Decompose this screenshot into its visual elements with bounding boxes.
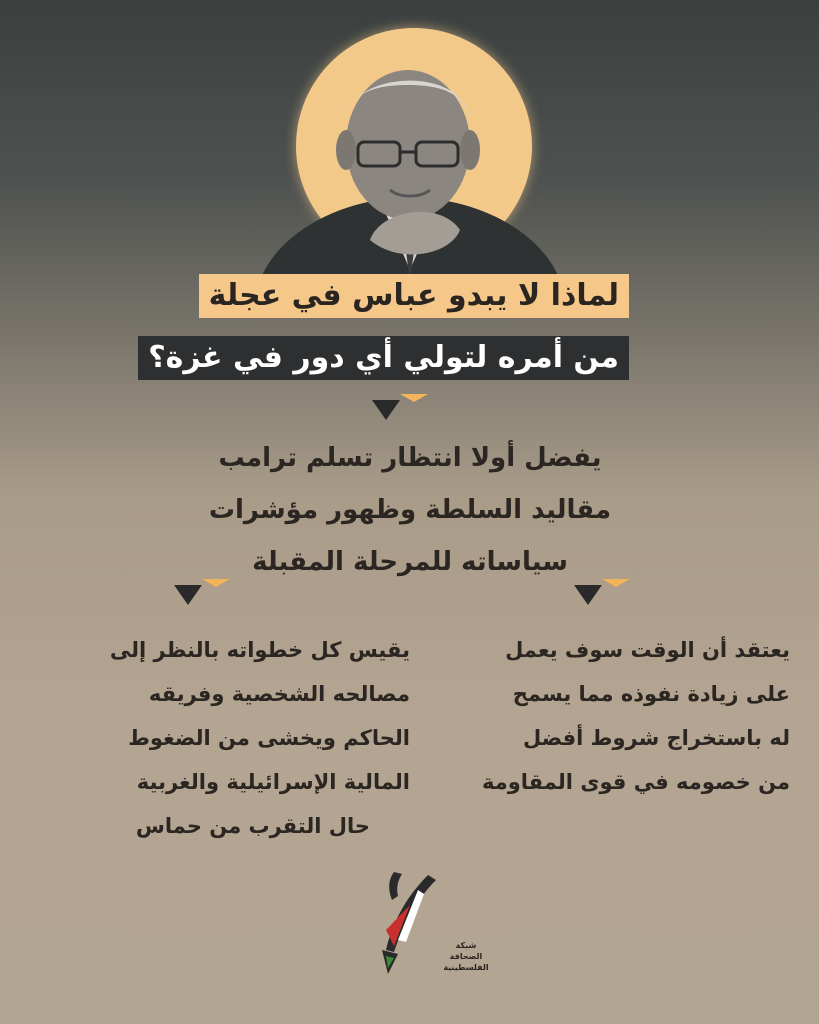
logo-caption-line: الصحافة: [449, 952, 483, 961]
right-point: [430, 628, 790, 804]
headline-line-1: لماذا لا يبدو عباس في عجلة: [199, 274, 629, 318]
main-point: [180, 432, 640, 588]
main-point-line: يفضل أولا انتظار تسلم ترامب: [218, 443, 602, 473]
right-point-line: من خصومه في قوى المقاومة: [482, 770, 790, 794]
left-point: [40, 628, 410, 848]
left-point-line: يقيس كل خطواته بالنظر إلى: [109, 638, 410, 662]
right-point-line: يعتقد أن الوقت سوف يعمل: [505, 638, 790, 662]
logo-caption-line: شبكة: [455, 941, 477, 950]
headline-line-2: من أمره لتولي أي دور في غزة؟: [138, 336, 629, 380]
main-point-line: مقاليد السلطة وظهور مؤشرات: [208, 495, 612, 525]
left-point-line: مصالحه الشخصية وفريقه: [148, 682, 410, 706]
left-point-line: المالية الإسرائيلية والغربية: [136, 770, 410, 794]
portrait-photo: [250, 40, 570, 280]
logo-caption: [436, 940, 496, 973]
right-point-line: على زيادة نفوذه مما يسمح: [512, 682, 790, 706]
left-point-line: الحاكم ويخشى من الضغوط: [128, 726, 410, 750]
logo-caption-line: الفلسطينية: [443, 963, 489, 972]
left-point-line: حال التقرب من حماس: [135, 814, 370, 838]
main-point-line: سياساته للمرحلة المقبلة: [252, 547, 568, 577]
right-point-line: له باستخراج شروط أفضل: [522, 726, 790, 750]
